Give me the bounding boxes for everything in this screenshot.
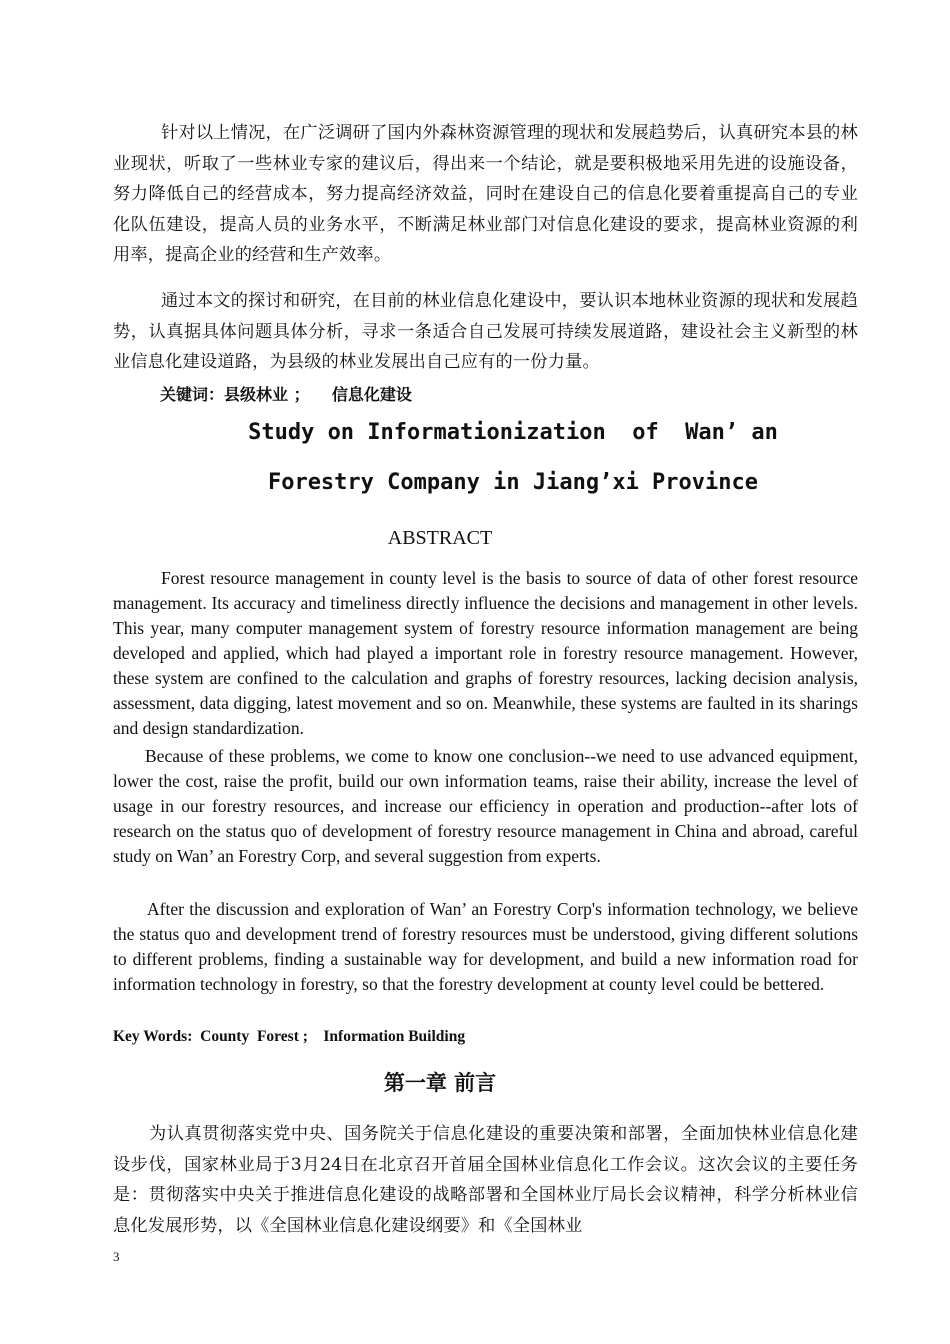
english-abstract-paragraph-1: Forest resource management in county level is the basis to source of data of other forest resource management. Its accuracy and timeliness directly influence the decisions and management in other levels. This year, many computer management system of forestry resource information management are being developed and applied, which had played a important role in forestry resource management. However, these system are confined to the calculation and graphs of forestry resources, lacking decision analysis, assessment, data digging, latest movement and so on. Meanwhile, these systems are faulted in its sharings and design standardization. bbox=[113, 568, 858, 738]
english-abstract-paragraph-3: After the discussion and exploration of Wan’ an Forestry Corp's information technology, we believe the status quo and development trend of forestry resources must be understood, giving different solutions to different problems, finding a sustainable way for development, and build a new information road for information technology in forestry, so that the forestry development at county level could be bettered. bbox=[113, 899, 858, 994]
chinese-keywords-label: 关键词： bbox=[160, 385, 225, 404]
chapter-title: 第一章 前言 bbox=[383, 1071, 497, 1095]
english-keywords: Key Words: County Forest ; Information Building bbox=[113, 1028, 466, 1045]
chinese-abstract-paragraph-2: 通过本文的探讨和研究，在目前的林业信息化建设中，要认识本地林业资源的现状和发展趋势，认真据具体问题具体分析，寻求一条适合自己发展可持续发展道路，建设社会主义新型的林业信息化建设道路，为县级的林业发展出自己应有的一份力量。 bbox=[113, 291, 858, 372]
chinese-keywords-value: 县级林业 ； 信息化建设 bbox=[224, 385, 412, 404]
page-number: 3 bbox=[113, 1249, 120, 1264]
chapter-paragraph: 为认真贯彻落实党中央、国务院关于信息化建设的重要决策和部署，全面加快林业信息化建设步伐，国家林业局于3月24日在北京召开首届全国林业信息化工作会议。这次会议的主要任务是：贯彻落实中央关于推进信息化建设的战略部署和全国林业厅局长会议精神，科学分析林业信息化发展形势，以《全国林业信息化建设纲要》和《全国林业 bbox=[113, 1124, 858, 1236]
english-abstract-paragraph-2: Because of these problems, we come to know one conclusion--we need to use advanced equipment, lower the cost, raise the profit, build our own information teams, raise their ability, increase the level of usage in our forestry resources, and increase our efficiency in operation and production--after lots of research on the status quo of development of forestry resource management in China and abroad, careful study on Wan’ an Forestry Corp, and several suggestion from experts. bbox=[113, 746, 858, 866]
abstract-heading: ABSTRACT bbox=[387, 527, 493, 549]
english-title-line-2: Forestry Company in Jiang’xi Province bbox=[267, 470, 759, 495]
chinese-abstract-paragraph-1: 针对以上情况，在广泛调研了国内外森林资源管理的现状和发展趋势后，认真研究本县的林业现状，听取了一些林业专家的建议后，得出来一个结论，就是要积极地采用先进的设施设备，努力降低自己的经营成本，努力提高经济效益，同时在建设自己的信息化要着重提高自己的专业化队伍建设，提高人员的业务水平，不断满足林业部门对信息化建设的要求，提高林业资源的利用率，提高企业的经营和生产效率。 bbox=[113, 123, 858, 265]
chinese-keywords bbox=[160, 382, 412, 408]
english-title-line-1: Study on Informationization of Wan’ an bbox=[248, 420, 778, 445]
